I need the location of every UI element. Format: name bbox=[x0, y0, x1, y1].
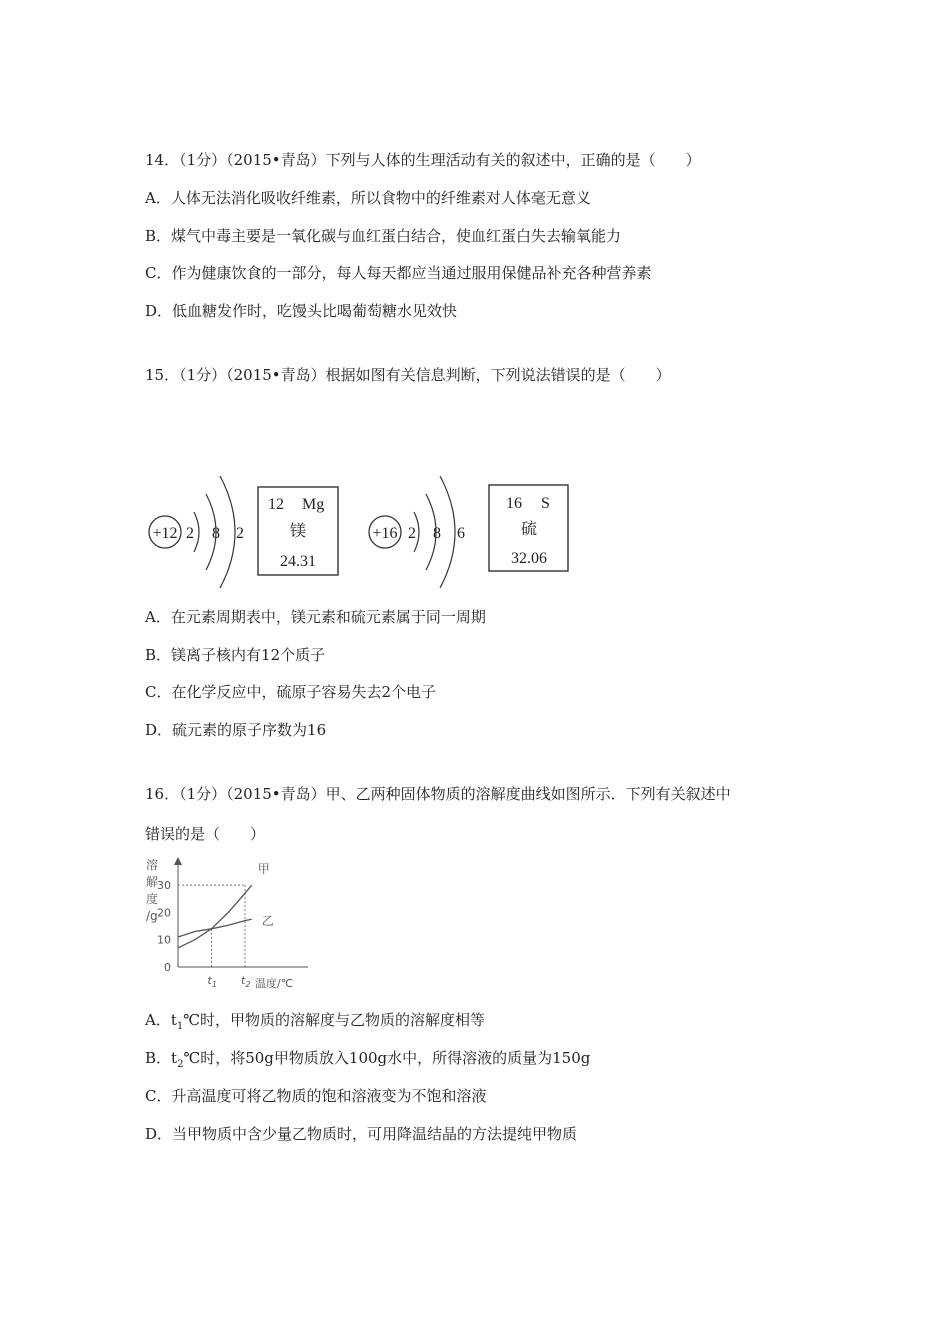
mg-shell-electrons-3: 2 bbox=[236, 525, 244, 542]
q16-option-b-text: ℃时，将50g甲物质放入100g水中，所得溶液的质量为150g bbox=[183, 1049, 591, 1067]
s-symbol: S bbox=[541, 495, 550, 512]
x-tick-label-t1: $t_1$ bbox=[207, 974, 217, 989]
q16-option-a bbox=[145, 1010, 485, 1037]
q16-option-a-prefix: A．t bbox=[145, 1011, 177, 1029]
y-axis-label-char-3: 度 bbox=[146, 892, 159, 906]
s-atomic-mass: 32.06 bbox=[511, 550, 547, 567]
y-tick-label-20: 20 bbox=[157, 906, 171, 920]
q15-option-b: B．镁离子核内有12个质子 bbox=[145, 646, 326, 664]
q16-option-b-sub: 2 bbox=[177, 1059, 184, 1070]
s-name: 硫 bbox=[520, 521, 538, 538]
mg-shell-electrons-1: 2 bbox=[186, 525, 194, 542]
atom-structure-figure bbox=[140, 470, 580, 595]
mg-shell-arc-1 bbox=[194, 512, 199, 552]
q15-option-c: C．在化学反应中，硫原子容易失去2个电子 bbox=[145, 683, 437, 701]
q15-option-d: D．硫元素的原子序数为16 bbox=[145, 721, 327, 739]
y-axis-arrow bbox=[174, 857, 182, 865]
mg-symbol: Mg bbox=[302, 496, 325, 513]
q16-option-a-sub: 1 bbox=[176, 1021, 184, 1032]
series-curve-1 bbox=[178, 885, 252, 948]
q15-stem: 15．（1分）（2015•青岛）根据如图有关信息判断，下列说法错误的是（ ） bbox=[145, 366, 671, 384]
y-tick-label-30: 30 bbox=[157, 879, 171, 893]
y-axis-label-char-1: 溶 bbox=[146, 858, 159, 872]
mg-nucleus-charge: +12 bbox=[152, 525, 178, 542]
s-atomic-number: 16 bbox=[506, 495, 522, 512]
y-tick-label-10: 10 bbox=[157, 933, 171, 947]
q16-stem-line2: 错误的是（ ） bbox=[145, 825, 266, 843]
x-tick-subscript-t1: 1 bbox=[211, 980, 217, 989]
s-shell-arc-3 bbox=[440, 476, 455, 588]
mg-atomic-number: 12 bbox=[268, 496, 284, 513]
s-shell-electrons-3: 6 bbox=[457, 525, 465, 542]
q16-option-c: C．升高温度可将乙物质的饱和溶液变为不饱和溶液 bbox=[145, 1087, 487, 1105]
mg-shell-electrons-2: 8 bbox=[212, 525, 220, 542]
mg-name: 镁 bbox=[289, 523, 307, 540]
q16-option-a-text: ℃时，甲物质的溶解度与乙物质的溶解度相等 bbox=[183, 1011, 486, 1029]
q14-option-d: D．低血糖发作时，吃馒头比喝葡萄糖水见效快 bbox=[145, 302, 458, 320]
solubility-chart bbox=[140, 852, 320, 994]
s-shell-electrons-2: 8 bbox=[433, 525, 441, 542]
series-label-2: 乙 bbox=[261, 914, 274, 929]
y-axis-label-char-4: /g bbox=[146, 909, 158, 923]
y-axis-label-char-2: 解 bbox=[146, 875, 159, 889]
q16-stem-line1: 16．（1分）（2015•青岛）甲、乙两种固体物质的溶解度曲线如图所示．下列有关叙述中 bbox=[145, 785, 731, 803]
q16-option-b bbox=[145, 1048, 590, 1075]
y-tick-label-0: 0 bbox=[164, 961, 171, 974]
q14-stem: 14．（1分）（2015•青岛）下列与人体的生理活动有关的叙述中，正确的是（ ） bbox=[145, 151, 701, 169]
series-curve-2 bbox=[178, 919, 252, 937]
x-tick-subscript-t2: 2 bbox=[245, 980, 251, 989]
q14-option-b: B．煤气中毒主要是一氧化碳与血红蛋白结合，使血红蛋白失去输氧能力 bbox=[145, 227, 622, 245]
q14-option-a: A．人体无法消化吸收纤维素，所以食物中的纤维素对人体毫无意义 bbox=[145, 189, 591, 207]
q14-option-c: C．作为健康饮食的一部分，每人每天都应当通过服用保健品补充各种营养素 bbox=[145, 264, 652, 282]
q16-option-b-prefix: B．t bbox=[145, 1049, 178, 1067]
q16-option-d: D．当甲物质中含少量乙物质时，可用降温结晶的方法提纯甲物质 bbox=[145, 1125, 578, 1143]
mg-shell-arc-3 bbox=[220, 476, 235, 588]
mg-atomic-mass: 24.31 bbox=[280, 553, 316, 570]
s-shell-electrons-1: 2 bbox=[408, 525, 416, 542]
q15-option-a: A．在元素周期表中，镁元素和硫元素属于同一周期 bbox=[145, 608, 486, 626]
series-label-1: 甲 bbox=[257, 862, 270, 877]
s-nucleus-charge: +16 bbox=[372, 525, 398, 542]
x-tick-label-t2: $t_2$ bbox=[241, 974, 251, 989]
x-axis-label: 温度/℃ bbox=[255, 977, 294, 990]
